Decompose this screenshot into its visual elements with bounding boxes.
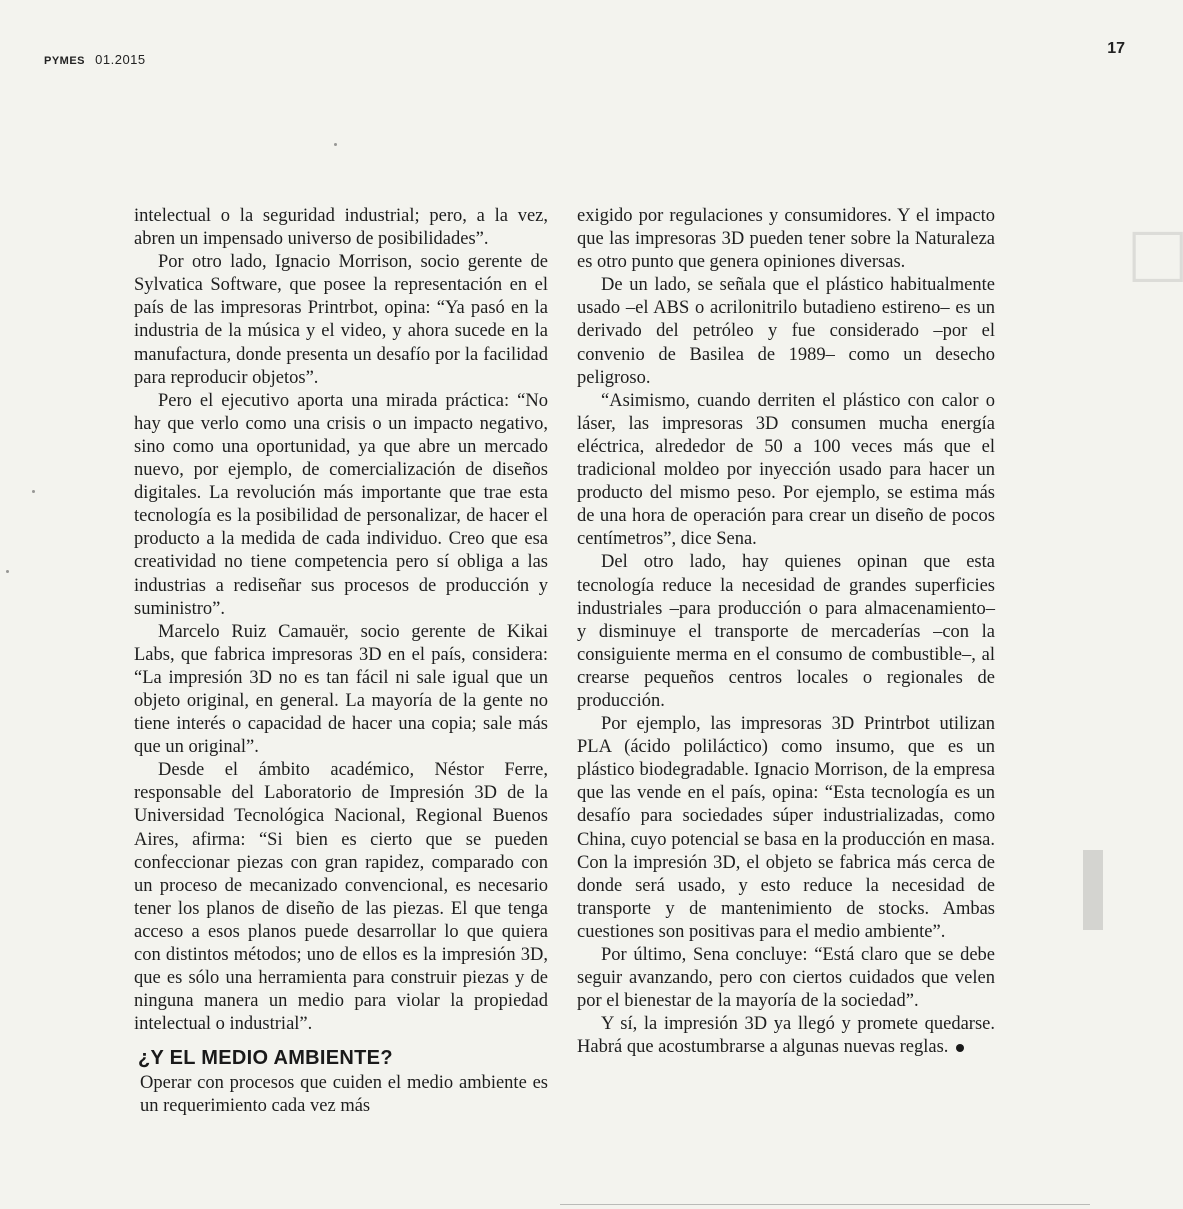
article-paragraph: intelectual o la seguridad industrial; pero, a la vez, abren un impensado universo de posibilidades”. [134,206,548,250]
issue-date: 01.2015 [95,52,146,67]
section-subheading: ¿Y EL MEDIO AMBIENTE? [138,1047,393,1070]
article-paragraph: “Asimismo, cuando derriten el plástico con calor o láser, las impresoras 3D consumen mucha energía eléctrica, alrededor de 50 a 100 veces más que el tradicional moldeo por inyección usado para hacer un producto del mismo peso. Por ejemplo, se estima más de una hora de operación para crear un diseño de pocos centímetros”, dice Sena. [577,390,995,550]
scan-speck [32,490,35,493]
bleed-through-bar [1083,850,1103,930]
publication-name: PYMES [44,55,86,67]
article-paragraph: Por otro lado, Ignacio Morrison, socio gerente de Sylvatica Software, que posee la representación en el país de las impresoras Printrbot, opina: “Ya pasó en la industria de la música y el video, y ahora sucede en la manufactura, donde presenta un desafío por la facilidad para reproducir objetos”. [134,252,548,388]
page-number: 17 [1107,40,1125,57]
article-paragraph: Por último, Sena concluye: “Está claro que se debe seguir avanzando, pero con ciertos cuidados que velen por el bienestar de la mayoría de la sociedad”. [577,945,995,1012]
bottom-rule [560,1204,1090,1205]
closing-text: Y sí, la impresión 3D ya llegó y promete quedarse. Habrá que acostumbrarse a algunas nuevas reglas. [577,1014,995,1058]
article-column-left [134,205,548,1119]
article-paragraph: Marcelo Ruiz Camauër, socio gerente de Kikai Labs, que fabrica impresoras 3D en el país, considera: “La impresión 3D no es tan fácil ni sale igual que un objeto original, en general. La mayoría de la gente no tiene interés o capacidad de hacer una copia; sale más que un original”. [134,621,548,758]
end-of-article-bullet-icon [956,1044,964,1052]
article-paragraph: Pero el ejecutivo aporta una mirada práctica: “No hay que verlo como una crisis o un impacto negativo, sino como una oportunidad, ya que abre un mercado nuevo, por ejemplo, de comercialización de diseños digitales. La revolución más importante que trae esta tecnología es la posibilidad de personalizar, de hacer el producto a la medida de cada individuo. Creo que esa creatividad no tiene competencia pero sí obliga a las industrias a rediseñar sus procesos de producción y suministro”. [134,390,548,619]
article-paragraph: Del otro lado, hay quienes opinan que esta tecnología reduce la necesidad de grandes superficies industriales –para producción o para almacenamiento– y disminuye el transporte de mercaderías –con la consiguiente merma en el consumo de combustible–, al crearse pequeños centros locales o regionales de producción. [577,552,995,711]
article-paragraph: Operar con procesos que cuiden el medio ambiente es un requerimiento cada vez más [140,1073,548,1117]
scan-speck [334,143,337,146]
article-closing-paragraph [577,1013,995,1059]
article-paragraph: Por ejemplo, las impresoras 3D Printrbot utilizan PLA (ácido poliláctico) como insumo, que es un plástico biodegradable. Ignacio Morrison, de la empresa que las vende en el país, opina: “Esta tecnología es un desafío para sociedades súper industrializadas, como China, cuyo potencial se basa en la producción en masa. Con la impresión 3D, el objeto se fabrica más cerca de donde será usado, y esto reduce la necesidad de transporte y de mantenimiento de stocks. Ambas cuestiones son positivas para el medio ambiente”. [577,714,995,942]
article-paragraph: De un lado, se señala que el plástico habitualmente usado –el ABS o acrilonitrilo butadieno estireno– es un derivado del petróleo y fue considerado –por el convenio de Basilea de 1989– como un desecho peligroso. [577,275,995,388]
scan-speck [6,570,9,573]
article-paragraph: Desde el ámbito académico, Néstor Ferre, responsable del Laboratorio de Impresión 3D de la Universidad Tecnológica Nacional, Regional Buenos Aires, afirma: “Si bien es cierto que se pueden confeccionar piezas con gran rapidez, comparado con un proceso de mecanizado convencional, es necesario tener los planos de diseño de las piezas. El que tenga acceso a esos planos puede desarrollar lo que quiera con distintos métodos; uno de ellos es la impresión 3D, que es sólo una herramienta para construir piezas y de ninguna manera un medio para violar la propiedad intelectual o industrial”. [134,760,548,1035]
article-paragraph: exigido por regulaciones y consumidores. Y el impacto que las impresoras 3D pueden tener sobre la Naturaleza es otro punto que genera opiniones diversas. [577,206,995,273]
running-header [44,52,146,67]
article-column-right [577,205,995,1059]
bleed-through-shape: □ [1132,206,1183,300]
